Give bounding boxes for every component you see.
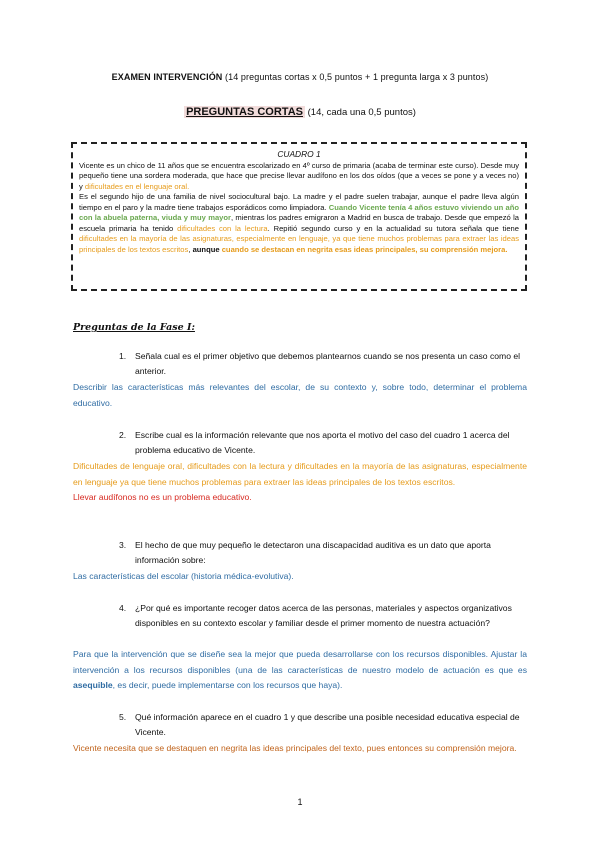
question-number: 2.: [119, 430, 127, 440]
answer-text: Las características del escolar (historia médica-evolutiva).: [73, 571, 294, 581]
answer-text: Describir las características más relevantes del escolar, de su contexto y, sobre todo, determinar el problema educativo.: [73, 382, 527, 408]
answer-1: [73, 380, 527, 411]
cuadro-1-box: [71, 142, 527, 291]
question-4: [73, 601, 527, 632]
cuadro-text: Es el segundo hijo de una familia de nivel sociocultural bajo. La madre y el padre suelen trabajar, aunque el padre lleva algún tiempo en el paro y la madre tiene trabajos esporádicos como limpiadora.: [79, 192, 519, 212]
cuadro-paragraph-1: [79, 161, 519, 193]
answer-2: [73, 459, 527, 506]
question-text: Qué información aparece en el cuadro 1 y que describe una posible necesidad educativa especial de Vicente.: [135, 712, 520, 738]
cuadro-highlight-orange: dificultades con la lectura: [177, 223, 268, 233]
exam-title: [0, 72, 600, 82]
cuadro-text: , mientras los padres emigraron a Madrid en busca de trabajo. Desde que empezó la escuela primaria ha tenido: [79, 213, 519, 233]
question-text: El hecho de que muy pequeño le detectaron una discapacidad auditiva es un dato que aporta información sobre:: [135, 540, 491, 566]
question-3: [73, 538, 527, 569]
page-number: 1: [297, 797, 303, 807]
fase-title: Preguntas de la Fase I:: [73, 322, 195, 333]
answer-5: [73, 741, 527, 757]
cuadro-text: . Repitió segundo curso y en la actualidad su tutora señala que tiene: [267, 223, 519, 233]
exam-title-rest: (14 preguntas cortas x 0,5 puntos + 1 pregunta larga x 3 puntos): [222, 72, 489, 82]
answer-text-part: , es decir, puede implementarse con los recursos que haya).: [112, 680, 343, 691]
question-text: Señala cual es el primer objetivo que debemos plantearnos cuando se nos presenta un caso como el anterior.: [135, 351, 521, 377]
section-title-highlight: PREGUNTAS CORTAS: [186, 106, 303, 118]
cuadro-text: .: [505, 244, 508, 254]
question-number: 4.: [119, 603, 127, 613]
cuadro-bold: aunque: [192, 244, 220, 254]
question-2: [73, 428, 527, 459]
question-number: 1.: [119, 351, 127, 361]
answer-text: [73, 647, 527, 694]
question-1: [73, 349, 527, 380]
cuadro-highlight-orange-bold: cuando se destacan en negrita esas ideas principales, su comprensión mejora: [221, 244, 506, 254]
cuadro-text: ,: [188, 244, 193, 254]
cuadro-highlight-green: Cuando Vicente tenía 4 años estuvo viviendo un año con la abuela paterna, viuda y muy mayor: [79, 202, 519, 222]
answer-text-part: Para que la intervención que se diseñe sea la mejor que pueda desarrollarse con los recursos disponibles. Ajustar la intervención a los recursos disponibles (una de las características de nuestro modelo de actuación es que es: [73, 649, 527, 675]
cuadro-title: CUADRO 1: [277, 149, 321, 159]
question-number: 3.: [119, 540, 127, 550]
answer-text-bold: asequible: [73, 680, 113, 691]
cuadro-highlight-orange: dificultades en la mayoría de las asignaturas, especialmente en lenguaje, ya que tiene muchos problemas para extraer las ideas principales de los textos escritos: [79, 234, 519, 254]
section-title-sub: (14, cada una 0,5 puntos): [305, 107, 416, 118]
cuadro-highlight-orange: dificultades en el lenguaje oral.: [84, 181, 190, 191]
question-5: [73, 710, 527, 741]
answer-text-orange: Dificultades de lenguaje oral, dificultades con la lectura y dificultades en la mayoría de las asignaturas, especialmente en lenguaje ya que tiene muchos problemas para extraer las ideas principales de los textos escritos.: [73, 461, 527, 487]
cuadro-paragraph-2: [79, 192, 519, 255]
answer-text: Vicente necesita que se destaquen en negrita las ideas principales del texto, pues entonces su comprensión mejora.: [73, 743, 517, 753]
question-text: Escribe cual es la información relevante que nos aporta el motivo del caso del cuadro 1 acerca del problema educativo de Vicente.: [135, 430, 510, 456]
cuadro-text: Vicente es un chico de 11 años que se encuentra escolarizado en 4º curso de primaria (acaba de terminar este curso). Desde muy pequeño tiene una sordera moderada, que hace que precise llevar audífono en los dos oídos (que a veces se pone y a veces no) y: [79, 160, 519, 191]
question-number: 5.: [119, 712, 127, 722]
exam-title-bold: EXAMEN INTERVENCIÓN: [111, 72, 223, 82]
question-text: ¿Por qué es importante recoger datos acerca de las personas, materiales y aspectos organizativos disponibles en su contexto escolar y familiar desde el primer momento de nuestra actuación?: [135, 603, 512, 629]
answer-text-red: Llevar audífonos no es un problema educativo.: [73, 492, 252, 503]
section-title: [0, 106, 600, 118]
answer-4: [73, 647, 527, 694]
answer-3: [73, 569, 527, 585]
